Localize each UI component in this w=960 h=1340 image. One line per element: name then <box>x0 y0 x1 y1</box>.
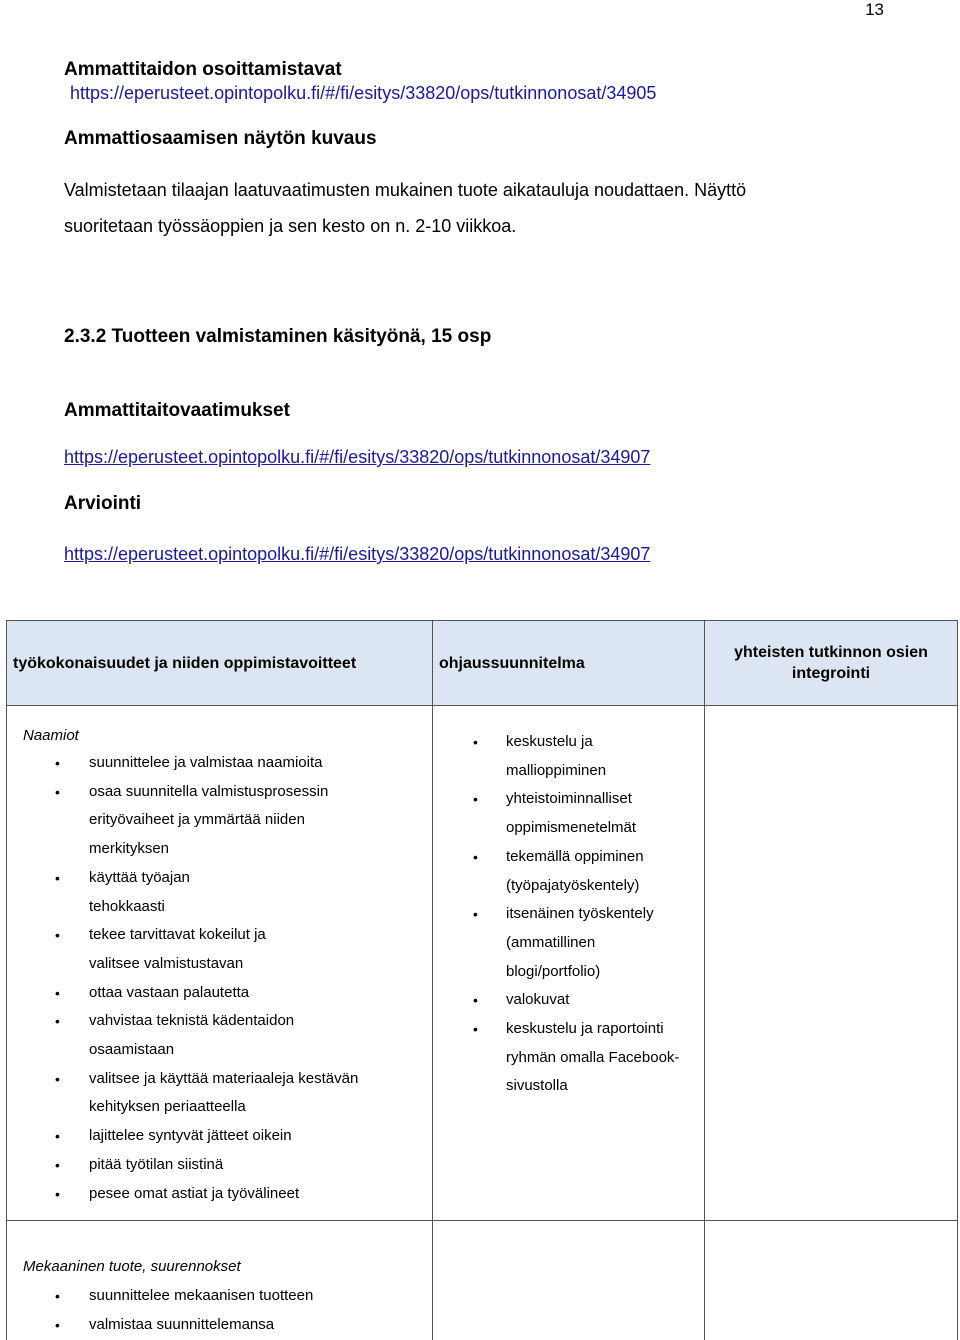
table-row <box>7 706 958 1221</box>
assessment-heading: Ammattitaidon osoittamistavat <box>64 59 342 80</box>
study-plan-table <box>6 620 958 1340</box>
column-header-integration: yhteisten tutkinnon osien integrointi <box>705 621 958 706</box>
column-header-learning-goals: työkokonaisuudet ja niiden oppimistavoitteet <box>7 621 433 706</box>
list-item: • suunnittelee mekaanisen tuotteen <box>7 1282 389 1311</box>
column-header-guidance-plan: ohjaussuunnitelma <box>433 621 705 706</box>
masks-goals-list <box>7 749 432 1208</box>
list-item: • vahvistaa teknistä kädentaidon osaamistaan <box>7 1007 329 1064</box>
list-item: • itsenäinen työskentely (ammatillinen blogi/portfolio) <box>433 900 666 986</box>
table-row <box>7 1221 958 1340</box>
demo-description-line-1: Valmistetaan tilaajan laatuvaatimusten mukainen tuote aikatauluja noudattaen. Näyttö <box>64 180 747 200</box>
list-item: • keskustelu ja raportointi ryhmän omalla Facebook- sivustolla <box>433 1015 686 1101</box>
masks-integration-cell <box>705 706 958 1221</box>
list-item: • suunnittelee ja valmistaa naamioita <box>7 749 339 778</box>
list-item: • lajittelee syntyvät jätteet oikein <box>7 1122 339 1151</box>
list-item: • keskustelu ja mallioppiminen <box>433 728 616 785</box>
mechanical-goals-cell <box>7 1221 433 1340</box>
evaluation-link[interactable]: https://eperusteet.opintopolku.fi/#/fi/esitys/33820/ops/tutkinnonosat/34907 <box>64 544 651 564</box>
list-item: • ottaa vastaan palautetta <box>7 979 339 1008</box>
list-item: • osaa suunnitella valmistusprosessin erityövaiheet ja ymmärtää niiden merkityksen <box>7 778 339 864</box>
list-item: • pesee omat astiat ja työvälineet <box>7 1180 339 1209</box>
demo-description-line-2: suoritetaan työssäoppien ja sen kesto on n. 2-10 viikkoa. <box>64 216 517 236</box>
list-item: • käyttää työajan tehokkaasti <box>7 864 219 921</box>
demo-description-heading: Ammattiosaamisen näytön kuvaus <box>64 128 377 149</box>
list-item: • yhteistoiminnalliset oppimismenetelmät <box>433 785 666 842</box>
table-header-row <box>7 621 958 706</box>
list-item: • valokuvat <box>433 986 666 1015</box>
assessment-link[interactable]: https://eperusteet.opintopolku.fi/#/fi/esitys/33820/ops/tutkinnonosat/34905 <box>70 83 657 103</box>
subsection-title: 2.3.2 Tuotteen valmistaminen käsityönä, 15 osp <box>64 326 492 347</box>
page-number: 13 <box>865 0 884 19</box>
list-item: • pitää työtilan siistinä <box>7 1151 339 1180</box>
list-item: • tekemällä oppiminen (työpajatyöskentely) <box>433 843 666 900</box>
list-item: • tekee tarvittavat kokeilut ja valitsee valmistustavan <box>7 921 289 978</box>
masks-goals-cell <box>7 706 433 1221</box>
requirements-heading: Ammattitaitovaatimukset <box>64 400 290 421</box>
mechanical-integration-cell <box>705 1221 958 1340</box>
evaluation-heading: Arviointi <box>64 493 142 514</box>
masks-title: Naamiot <box>23 727 79 744</box>
list-item: • valitsee ja käyttää materiaaleja kestävän kehityksen periaatteella <box>7 1065 389 1122</box>
mechanical-guidance-cell <box>433 1221 705 1340</box>
requirements-link[interactable]: https://eperusteet.opintopolku.fi/#/fi/esitys/33820/ops/tutkinnonosat/34907 <box>64 447 651 467</box>
mechanical-title: Mekaaninen tuote, suurennokset <box>23 1258 241 1276</box>
masks-guidance-list <box>433 728 704 1101</box>
mechanical-goals-list <box>7 1282 432 1339</box>
list-item: • valmistaa suunnittelemansa <box>7 1311 389 1340</box>
masks-guidance-cell <box>433 706 705 1221</box>
